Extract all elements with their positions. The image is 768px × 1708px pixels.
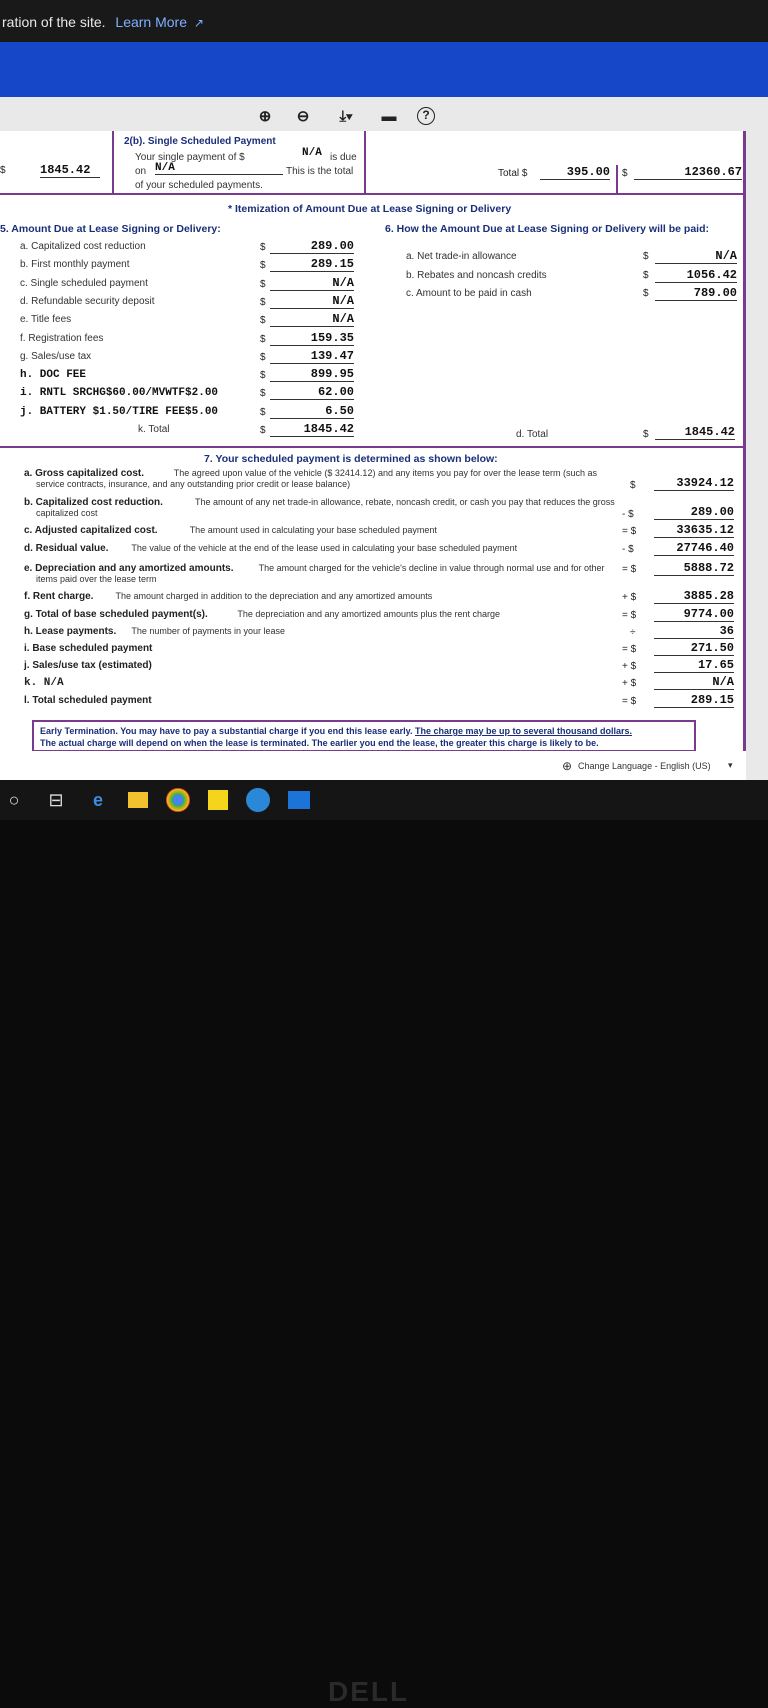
section-7-item-label: e. Depreciation and any amortized amounts.	[24, 563, 234, 574]
section-7-item-sign: + $	[622, 592, 637, 603]
section-7-item-value: 3885.28	[654, 589, 734, 604]
section-7-item-value: 289.00	[654, 505, 734, 520]
section-6-total-value: 1845.42	[655, 425, 735, 440]
section-7-item-label: h. Lease payments.	[24, 626, 117, 637]
section-5-item-label: b. First monthly payment	[20, 259, 130, 271]
top-total-label: Total $	[498, 168, 528, 179]
section-2b-na: N/A	[302, 147, 322, 159]
section-7-item-desc: The amount used in calculating your base scheduled payment	[189, 525, 437, 535]
section-5-item-label: i. RNTL SRCHG$60.00/MVWTF$2.00	[20, 387, 219, 400]
pdf-toolbar	[255, 104, 455, 128]
section-6-item-dollar: $	[643, 288, 649, 299]
early-termination-line1b: The charge may be up to several thousand dollars.	[414, 726, 633, 736]
help-icon[interactable]: ?	[417, 107, 435, 125]
section-6-total-label: d. Total	[516, 429, 549, 440]
section-5-item-label: k. Total	[138, 424, 170, 435]
section-6-item-dollar: $	[643, 269, 649, 281]
section-7-item-value: 36	[654, 624, 734, 639]
section-5-item-label: g. Sales/use tax	[20, 350, 92, 362]
section-7-item-value: 289.15	[654, 693, 734, 708]
section-6-item-label: b. Rebates and noncash credits	[406, 269, 547, 281]
section-5-item-label: a. Capitalized cost reduction	[20, 241, 146, 252]
monitor-bezel	[0, 820, 768, 1707]
change-language-link[interactable]: Change Language - English (US)	[578, 761, 711, 771]
itemization-title: * Itemization of Amount Due at Lease Signing or Delivery	[228, 203, 512, 215]
section-7-item-sign: - $	[622, 509, 634, 520]
section-7-item-value: 271.50	[654, 641, 734, 656]
section-7-item-desc: The amount charged for the vehicle's decline in value through normal use and for other items paid over the lease term	[36, 563, 605, 584]
section-5-item-value: 899.95	[270, 367, 354, 382]
section-7-title: 7. Your scheduled payment is determined as shown below:	[204, 453, 498, 465]
section-7-item-sign: + $	[622, 678, 637, 689]
edge-browser-icon[interactable]: e	[92, 790, 103, 810]
section-7-item-sign: - $	[622, 544, 634, 555]
section-6-item-value: 1056.42	[655, 268, 737, 283]
section-7-item-sign: = $	[622, 610, 637, 621]
section-5-item-label: h. DOC FEE	[20, 369, 87, 382]
section-5-item-dollar: $	[260, 333, 266, 345]
section-7-item-desc: The amount of any net trade-in allowance, rebate, noncash credit, or cash you pay that reduces the gross capitalized cost	[36, 497, 615, 518]
download-icon[interactable]: ⤓▾	[339, 107, 353, 125]
section-5-item-dollar: $	[260, 242, 266, 253]
section-5-item-value: 139.47	[270, 349, 354, 364]
section-7-item-label: f. Rent charge.	[24, 591, 94, 602]
section-7-item-sign: + $	[622, 661, 637, 672]
section-7-item-value: N/A	[654, 675, 734, 690]
section-5-item-value: 289.00	[270, 239, 354, 254]
top-right-dollar: $	[622, 168, 628, 179]
section-7-item-value: 5888.72	[654, 561, 734, 576]
section-7-item-sign: = $	[622, 696, 637, 707]
section-5-item-dollar: $	[260, 260, 266, 272]
site-banner	[0, 0, 768, 42]
section-5-item-value: 1845.42	[270, 422, 354, 437]
taskbar	[0, 780, 768, 820]
section-7-item-label: k. N/A	[24, 677, 64, 689]
section-7-item-label: i. Base scheduled payment	[24, 643, 153, 654]
section-7-item-value: 33635.12	[654, 523, 734, 538]
section-7-item-value: 27746.40	[654, 541, 734, 556]
section-7-item-label: l. Total scheduled payment	[24, 695, 152, 706]
search-icon[interactable]: ○	[8, 790, 20, 810]
section-7-item-label: j. Sales/use tax (estimated)	[24, 660, 152, 671]
section-7-item-label: g. Total of base scheduled payment(s).	[24, 609, 208, 620]
top-left-amount: 1845.42	[40, 163, 100, 178]
section-2b-payments: of your scheduled payments.	[135, 180, 263, 191]
section-5-item-value: 289.15	[270, 257, 354, 272]
section-6-item-value: N/A	[655, 249, 737, 264]
section-5-item-value: 159.35	[270, 331, 354, 346]
section-7-item-value: 17.65	[654, 658, 734, 673]
section-5-item-dollar: $	[260, 296, 266, 308]
section-6-total-dollar: $	[643, 429, 649, 440]
banner-text: ration of the site.	[2, 14, 106, 30]
chrome-icon[interactable]	[166, 788, 190, 812]
section-5-item-value: 6.50	[270, 404, 354, 419]
section-2b-on: on	[135, 166, 147, 177]
sticky-notes-icon[interactable]	[208, 790, 228, 810]
section-5-item-dollar: $	[260, 370, 266, 382]
task-view-icon[interactable]: ⊟	[48, 790, 64, 810]
section-5-item-dollar: $	[260, 388, 266, 400]
chat-app-icon[interactable]	[246, 788, 270, 812]
section-7-item-desc: The amount charged in addition to the depreciation and any amortized amounts	[115, 591, 433, 601]
top-left-dollar: $	[0, 165, 6, 176]
section-7-item-label: b. Capitalized cost reduction.	[24, 497, 163, 508]
section-6-item-value: 789.00	[655, 286, 737, 301]
section-7-item-desc: The number of payments in your lease	[131, 626, 285, 636]
file-explorer-icon[interactable]	[128, 792, 148, 808]
lease-document	[0, 131, 746, 751]
section-7-item-desc: The depreciation and any amortized amounts plus the rent charge	[237, 609, 501, 619]
section-7-item-label: d. Residual value.	[24, 543, 109, 554]
zoom-in-icon[interactable]: ⊕	[258, 108, 272, 125]
section-5-item-value: N/A	[270, 276, 354, 291]
dell-logo: DELL	[328, 1676, 410, 1707]
section-5-title: 5. Amount Due at Lease Signing or Delivery:	[0, 223, 221, 235]
section-2b-total-text: This is the total	[286, 166, 354, 177]
section-5-item-value: N/A	[270, 294, 354, 309]
section-7-item-label: a. Gross capitalized cost.	[24, 468, 145, 479]
section-5-item-value: 62.00	[270, 385, 354, 400]
chevron-down-icon[interactable]: ▾	[728, 760, 733, 770]
section-2b-title: 2(b). Single Scheduled Payment	[124, 136, 276, 147]
section-6-item-label: a. Net trade-in allowance	[406, 251, 517, 262]
section-7-item-sign: ÷	[630, 627, 636, 638]
section-5-item-label: c. Single scheduled payment	[20, 277, 148, 289]
top-total-value: 395.00	[540, 165, 610, 180]
globe-icon[interactable]: ⊕	[562, 759, 573, 773]
section-5-item-value: N/A	[270, 312, 354, 327]
section-7-item-sign: = $	[622, 526, 637, 537]
section-5-item-label: e. Title fees	[20, 314, 72, 326]
section-5-item-dollar: $	[260, 278, 266, 290]
section-7-item-label: c. Adjusted capitalized cost.	[24, 525, 158, 536]
section-7-item-sign: = $	[622, 564, 637, 575]
zoom-out-icon[interactable]: ⊖	[296, 108, 310, 125]
section-7-item-sign: $	[630, 480, 636, 491]
section-5-item-label: d. Refundable security deposit	[20, 295, 155, 307]
section-5-item-dollar: $	[260, 425, 266, 436]
section-6-item-label: c. Amount to be paid in cash	[406, 288, 532, 299]
mail-icon[interactable]	[288, 791, 310, 809]
section-7-item-value: 33924.12	[654, 476, 734, 491]
top-right-value: 12360.67	[634, 165, 742, 180]
section-6-item-dollar: $	[643, 251, 649, 262]
screen	[0, 0, 768, 790]
section-5-item-label: j. BATTERY $1.50/TIRE FEE$5.00	[20, 405, 219, 418]
section-5-item-dollar: $	[260, 315, 266, 327]
section-2b-on-value: N/A	[155, 162, 283, 175]
section-7-item-desc: The agreed upon value of the vehicle ($ 32414.12) and any items you pay for over the lease term (such as service contracts, insurance, and any outstanding prior credit or lease balance)	[36, 468, 598, 489]
section-7-item-value: 9774.00	[654, 607, 734, 622]
section-7-item-desc: The value of the vehicle at the end of the lease used in calculating your base scheduled payment	[131, 543, 518, 553]
external-link-icon: ↗	[193, 16, 204, 30]
section-2b-is-due: is due	[330, 152, 357, 163]
early-termination-box	[32, 720, 696, 751]
site-header-bar	[0, 42, 768, 97]
section-5-item-label: f. Registration fees	[20, 332, 104, 344]
section-6-title: 6. How the Amount Due at Lease Signing or Delivery will be paid:	[385, 223, 709, 235]
section-2b-line1: Your single payment of $	[135, 152, 245, 163]
section-5-item-dollar: $	[260, 351, 266, 363]
early-termination-line1a: Early Termination. You may have to pay a substantial charge if you end this lease early.	[40, 726, 413, 736]
print-icon[interactable]: ▬	[381, 107, 397, 125]
early-termination-line2: The actual charge will depend on when the lease is terminated. The earlier you end the lease, the greater this charge is likely to be.	[40, 738, 599, 748]
learn-more-link[interactable]: Learn More	[115, 14, 187, 30]
section-5-item-dollar: $	[260, 406, 266, 418]
section-7-item-sign: = $	[622, 644, 637, 655]
